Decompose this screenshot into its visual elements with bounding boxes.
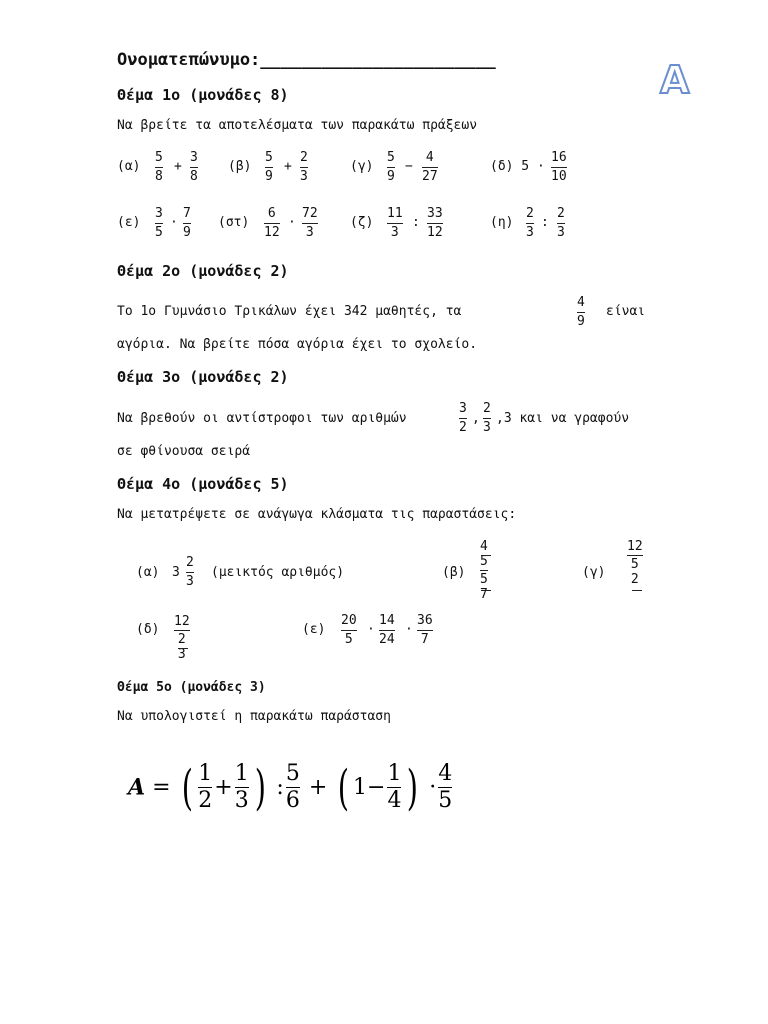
q5-instruction: Να υπολογιστεί η παρακάτω παράσταση	[117, 709, 391, 724]
q2-title: Θέμα 2ο (μονάδες 2)	[117, 262, 289, 280]
q2-fraction: 4 9	[577, 295, 585, 329]
q3-text1b: ,3 και να γραφούν	[496, 411, 630, 426]
q1-title: Θέμα 1ο (μονάδες 8)	[117, 86, 289, 104]
q2-text2: αγόρια. Να βρείτε πόσα αγόρια έχει το σχολείο.	[117, 337, 478, 352]
q3-title: Θέμα 3ο (μονάδες 2)	[117, 368, 289, 386]
q3-text2: σε φθίνουσα σειρά	[117, 444, 251, 459]
q3-text1: Να βρεθούν οι αντίστροφοι των αριθμών	[117, 411, 407, 426]
q1-instruction: Να βρείτε τα αποτελέσματα των παρακάτω πράξεων	[117, 118, 478, 133]
q2-text1b: είναι	[606, 304, 646, 319]
q4-title: Θέμα 4ο (μονάδες 5)	[117, 475, 289, 493]
q4-instruction: Να μετατρέψετε σε ανάγωγα κλάσματα τις παραστάσεις:	[117, 507, 517, 522]
q2-text1: Το 1ο Γυμνάσιο Τρικάλων έχει 342 μαθητές, τα	[117, 304, 462, 319]
name-label: Ονοματεπώνυμο:_______________________	[117, 50, 496, 70]
q5-title: Θέμα 5ο (μονάδες 3)	[117, 680, 266, 695]
name-blank: _______________________	[260, 50, 496, 70]
q5-equation: A = ( $\frac{1}{2}$ + $\frac{1}{3}$ ) : $\frac{5}{6}$ + ( 1− $\frac{1}{4}$ ) · $\frac{4}{5}$	[128, 759, 453, 816]
variant-watermark: A	[660, 58, 690, 102]
